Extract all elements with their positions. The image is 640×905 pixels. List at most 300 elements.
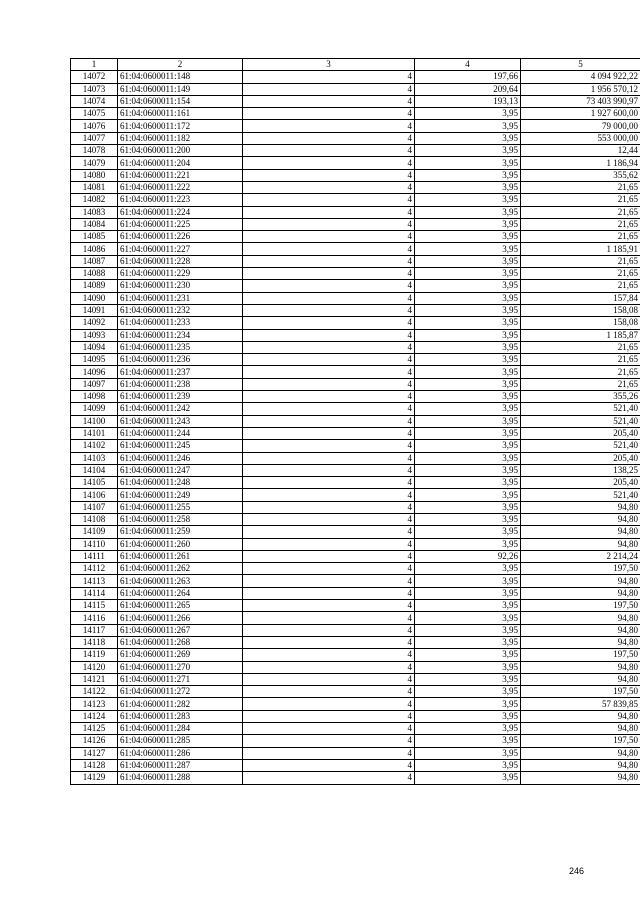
amount-cell: 94,80: [521, 673, 640, 685]
cadastral-number-cell: 61:04:0600011:286: [118, 747, 243, 759]
column-header-3: 3: [243, 59, 415, 71]
cadastral-number-cell: 61:04:0600011:161: [118, 108, 243, 120]
code-cell: 4: [243, 194, 415, 206]
rate-cell: 3,95: [415, 354, 521, 366]
cadastral-number-cell: 61:04:0600011:283: [118, 710, 243, 722]
amount-cell: 21,65: [521, 218, 640, 230]
cadastral-number-cell: 61:04:0600011:228: [118, 255, 243, 267]
table-row: [71, 563, 640, 575]
table-row: [71, 649, 640, 661]
rate-cell: 3,95: [415, 575, 521, 587]
amount-cell: 553 000,00: [521, 132, 640, 144]
rate-cell: 3,95: [415, 747, 521, 759]
amount-cell: 521,40: [521, 403, 640, 415]
code-cell: 4: [243, 759, 415, 771]
rate-cell: 3,95: [415, 661, 521, 673]
amount-cell: 205,40: [521, 452, 640, 464]
table-row: [71, 600, 640, 612]
code-cell: 4: [243, 341, 415, 353]
amount-cell: 158,08: [521, 304, 640, 316]
cadastral-number-cell: 61:04:0600011:225: [118, 218, 243, 230]
code-cell: 4: [243, 563, 415, 575]
cadastral-number-cell: 61:04:0600011:255: [118, 501, 243, 513]
table-row: [71, 181, 640, 193]
code-cell: 4: [243, 661, 415, 673]
amount-cell: 94,80: [521, 772, 640, 784]
code-cell: 4: [243, 427, 415, 439]
row-number-cell: 14077: [71, 132, 118, 144]
cadastral-number-cell: 61:04:0600011:229: [118, 268, 243, 280]
code-cell: 4: [243, 317, 415, 329]
row-number-cell: 14078: [71, 145, 118, 157]
table-row: [71, 636, 640, 648]
rate-cell: 3,95: [415, 600, 521, 612]
row-number-cell: 14105: [71, 477, 118, 489]
row-number-cell: 14128: [71, 759, 118, 771]
code-cell: 4: [243, 636, 415, 648]
table-header-row: [71, 59, 640, 71]
rate-cell: 3,95: [415, 194, 521, 206]
cadastral-number-cell: 61:04:0600011:232: [118, 304, 243, 316]
table-row: [71, 231, 640, 243]
rate-cell: 3,95: [415, 415, 521, 427]
amount-cell: 94,80: [521, 587, 640, 599]
amount-cell: 521,40: [521, 415, 640, 427]
code-cell: 4: [243, 587, 415, 599]
rate-cell: 3,95: [415, 255, 521, 267]
table-row: [71, 108, 640, 120]
cadastral-number-cell: 61:04:0600011:270: [118, 661, 243, 673]
table-row: [71, 292, 640, 304]
cadastral-number-cell: 61:04:0600011:261: [118, 550, 243, 562]
rate-cell: 3,95: [415, 403, 521, 415]
code-cell: 4: [243, 440, 415, 452]
row-number-cell: 14102: [71, 440, 118, 452]
column-header-5: 5: [521, 59, 640, 71]
rate-cell: 3,95: [415, 304, 521, 316]
row-number-cell: 14103: [71, 452, 118, 464]
amount-cell: 521,40: [521, 440, 640, 452]
cadastral-number-cell: 61:04:0600011:204: [118, 157, 243, 169]
cadastral-number-cell: 61:04:0600011:239: [118, 391, 243, 403]
amount-cell: 21,65: [521, 341, 640, 353]
rate-cell: 3,95: [415, 440, 521, 452]
rate-cell: 3,95: [415, 735, 521, 747]
rate-cell: 3,95: [415, 723, 521, 735]
code-cell: 4: [243, 526, 415, 538]
rate-cell: 3,95: [415, 538, 521, 550]
table-row: [71, 440, 640, 452]
row-number-cell: 14125: [71, 723, 118, 735]
amount-cell: 21,65: [521, 255, 640, 267]
table-row: [71, 513, 640, 525]
cadastral-number-cell: 61:04:0600011:259: [118, 526, 243, 538]
rate-cell: 3,95: [415, 513, 521, 525]
rate-cell: 3,95: [415, 636, 521, 648]
page-number: 246: [568, 866, 584, 876]
row-number-cell: 14121: [71, 673, 118, 685]
code-cell: 4: [243, 255, 415, 267]
row-number-cell: 14074: [71, 95, 118, 107]
table-row: [71, 612, 640, 624]
row-number-cell: 14093: [71, 329, 118, 341]
table-row: [71, 686, 640, 698]
cadastral-number-cell: 61:04:0600011:247: [118, 464, 243, 476]
rate-cell: 3,95: [415, 280, 521, 292]
code-cell: 4: [243, 550, 415, 562]
table-row: [71, 452, 640, 464]
amount-cell: 94,80: [521, 501, 640, 513]
cadastral-number-cell: 61:04:0600011:249: [118, 489, 243, 501]
table-row: [71, 538, 640, 550]
table-row: [71, 329, 640, 341]
cadastral-number-cell: 61:04:0600011:148: [118, 71, 243, 83]
table-body: [71, 59, 640, 785]
amount-cell: 21,65: [521, 366, 640, 378]
amount-cell: 2 214,24: [521, 550, 640, 562]
row-number-cell: 14113: [71, 575, 118, 587]
amount-cell: 21,65: [521, 194, 640, 206]
row-number-cell: 14098: [71, 391, 118, 403]
code-cell: 4: [243, 673, 415, 685]
cadastral-number-cell: 61:04:0600011:266: [118, 612, 243, 624]
column-header-2: 2: [118, 59, 243, 71]
column-header-4: 4: [415, 59, 521, 71]
amount-cell: 21,65: [521, 231, 640, 243]
row-number-cell: 14111: [71, 550, 118, 562]
table-row: [71, 477, 640, 489]
table-row: [71, 132, 640, 144]
amount-cell: 205,40: [521, 477, 640, 489]
amount-cell: 355,62: [521, 169, 640, 181]
cadastral-number-cell: 61:04:0600011:263: [118, 575, 243, 587]
code-cell: 4: [243, 710, 415, 722]
table-row: [71, 403, 640, 415]
rate-cell: 92,26: [415, 550, 521, 562]
row-number-cell: 14123: [71, 698, 118, 710]
cadastral-number-cell: 61:04:0600011:246: [118, 452, 243, 464]
amount-cell: 57 839,85: [521, 698, 640, 710]
amount-cell: 1 185,91: [521, 243, 640, 255]
cadastral-number-cell: 61:04:0600011:149: [118, 83, 243, 95]
amount-cell: 1 186,94: [521, 157, 640, 169]
row-number-cell: 14095: [71, 354, 118, 366]
row-number-cell: 14129: [71, 772, 118, 784]
code-cell: 4: [243, 415, 415, 427]
table-row: [71, 489, 640, 501]
amount-cell: 94,80: [521, 612, 640, 624]
row-number-cell: 14117: [71, 624, 118, 636]
rate-cell: 3,95: [415, 489, 521, 501]
table-row: [71, 391, 640, 403]
table-row: [71, 354, 640, 366]
amount-cell: 1 927 600,00: [521, 108, 640, 120]
rate-cell: 3,95: [415, 169, 521, 181]
rate-cell: 3,95: [415, 268, 521, 280]
rate-cell: 3,95: [415, 698, 521, 710]
rate-cell: 3,95: [415, 710, 521, 722]
rate-cell: 3,95: [415, 329, 521, 341]
code-cell: 4: [243, 83, 415, 95]
code-cell: 4: [243, 391, 415, 403]
row-number-cell: 14092: [71, 317, 118, 329]
rate-cell: 3,95: [415, 427, 521, 439]
code-cell: 4: [243, 71, 415, 83]
code-cell: 4: [243, 329, 415, 341]
rate-cell: 3,95: [415, 317, 521, 329]
rate-cell: 3,95: [415, 366, 521, 378]
cadastral-number-cell: 61:04:0600011:154: [118, 95, 243, 107]
table-row: [71, 317, 640, 329]
row-number-cell: 14099: [71, 403, 118, 415]
code-cell: 4: [243, 243, 415, 255]
amount-cell: 158,08: [521, 317, 640, 329]
row-number-cell: 14097: [71, 378, 118, 390]
code-cell: 4: [243, 600, 415, 612]
table-row: [71, 415, 640, 427]
table-row: [71, 206, 640, 218]
amount-cell: 197,50: [521, 686, 640, 698]
cadastral-number-cell: 61:04:0600011:233: [118, 317, 243, 329]
row-number-cell: 14101: [71, 427, 118, 439]
code-cell: 4: [243, 280, 415, 292]
amount-cell: 4 094 922,22: [521, 71, 640, 83]
code-cell: 4: [243, 120, 415, 132]
amount-cell: 94,80: [521, 759, 640, 771]
amount-cell: 94,80: [521, 710, 640, 722]
row-number-cell: 14100: [71, 415, 118, 427]
row-number-cell: 14081: [71, 181, 118, 193]
table-row: [71, 710, 640, 722]
table-row: [71, 95, 640, 107]
table-row: [71, 673, 640, 685]
row-number-cell: 14096: [71, 366, 118, 378]
row-number-cell: 14089: [71, 280, 118, 292]
table-row: [71, 194, 640, 206]
amount-cell: 12,44: [521, 145, 640, 157]
rate-cell: 3,95: [415, 341, 521, 353]
amount-cell: 521,40: [521, 489, 640, 501]
table-row: [71, 464, 640, 476]
rate-cell: 3,95: [415, 218, 521, 230]
table-row: [71, 661, 640, 673]
cadastral-number-cell: 61:04:0600011:182: [118, 132, 243, 144]
code-cell: 4: [243, 157, 415, 169]
row-number-cell: 14119: [71, 649, 118, 661]
rate-cell: 3,95: [415, 157, 521, 169]
cadastral-number-cell: 61:04:0600011:235: [118, 341, 243, 353]
row-number-cell: 14090: [71, 292, 118, 304]
rate-cell: 3,95: [415, 649, 521, 661]
cadastral-number-cell: 61:04:0600011:231: [118, 292, 243, 304]
code-cell: 4: [243, 698, 415, 710]
row-number-cell: 14114: [71, 587, 118, 599]
rate-cell: 3,95: [415, 243, 521, 255]
cadastral-number-cell: 61:04:0600011:230: [118, 280, 243, 292]
cadastral-number-cell: 61:04:0600011:237: [118, 366, 243, 378]
cadastral-number-cell: 61:04:0600011:238: [118, 378, 243, 390]
rate-cell: 3,95: [415, 391, 521, 403]
column-header-1: 1: [71, 59, 118, 71]
cadastral-number-cell: 61:04:0600011:287: [118, 759, 243, 771]
rate-cell: 3,95: [415, 624, 521, 636]
table-row: [71, 624, 640, 636]
row-number-cell: 14124: [71, 710, 118, 722]
code-cell: 4: [243, 575, 415, 587]
rate-cell: 3,95: [415, 108, 521, 120]
amount-cell: 21,65: [521, 354, 640, 366]
cadastral-number-cell: 61:04:0600011:272: [118, 686, 243, 698]
cadastral-number-cell: 61:04:0600011:226: [118, 231, 243, 243]
row-number-cell: 14084: [71, 218, 118, 230]
code-cell: 4: [243, 501, 415, 513]
code-cell: 4: [243, 169, 415, 181]
cadastral-number-cell: 61:04:0600011:221: [118, 169, 243, 181]
row-number-cell: 14082: [71, 194, 118, 206]
row-number-cell: 14104: [71, 464, 118, 476]
amount-cell: 197,50: [521, 600, 640, 612]
amount-cell: 1 185,87: [521, 329, 640, 341]
cadastral-number-cell: 61:04:0600011:234: [118, 329, 243, 341]
cadastral-number-cell: 61:04:0600011:223: [118, 194, 243, 206]
table-row: [71, 501, 640, 513]
table-row: [71, 243, 640, 255]
amount-cell: 1 956 570,12: [521, 83, 640, 95]
code-cell: 4: [243, 132, 415, 144]
code-cell: 4: [243, 268, 415, 280]
amount-cell: 21,65: [521, 206, 640, 218]
amount-cell: 355,26: [521, 391, 640, 403]
amount-cell: 94,80: [521, 513, 640, 525]
cadastral-number-cell: 61:04:0600011:244: [118, 427, 243, 439]
amount-cell: 197,50: [521, 649, 640, 661]
table-row: [71, 747, 640, 759]
table-row: [71, 268, 640, 280]
cadastral-number-cell: 61:04:0600011:243: [118, 415, 243, 427]
cadastral-number-cell: 61:04:0600011:258: [118, 513, 243, 525]
code-cell: 4: [243, 403, 415, 415]
cadastral-number-cell: 61:04:0600011:260: [118, 538, 243, 550]
amount-cell: 94,80: [521, 747, 640, 759]
row-number-cell: 14106: [71, 489, 118, 501]
table-row: [71, 169, 640, 181]
row-number-cell: 14079: [71, 157, 118, 169]
code-cell: 4: [243, 489, 415, 501]
rate-cell: 193,13: [415, 95, 521, 107]
rate-cell: 3,95: [415, 477, 521, 489]
table-row: [71, 341, 640, 353]
amount-cell: 21,65: [521, 378, 640, 390]
amount-cell: 157,84: [521, 292, 640, 304]
rate-cell: 3,95: [415, 563, 521, 575]
row-number-cell: 14126: [71, 735, 118, 747]
table-row: [71, 83, 640, 95]
table-row: [71, 550, 640, 562]
code-cell: 4: [243, 452, 415, 464]
table-row: [71, 759, 640, 771]
table-row: [71, 526, 640, 538]
cadastral-number-cell: 61:04:0600011:267: [118, 624, 243, 636]
code-cell: 4: [243, 747, 415, 759]
rate-cell: 3,95: [415, 772, 521, 784]
amount-cell: 205,40: [521, 427, 640, 439]
rate-cell: 3,95: [415, 231, 521, 243]
code-cell: 4: [243, 304, 415, 316]
code-cell: 4: [243, 145, 415, 157]
data-table: [70, 58, 640, 785]
cadastral-number-cell: 61:04:0600011:200: [118, 145, 243, 157]
amount-cell: 94,80: [521, 575, 640, 587]
row-number-cell: 14091: [71, 304, 118, 316]
row-number-cell: 14118: [71, 636, 118, 648]
cadastral-number-cell: 61:04:0600011:264: [118, 587, 243, 599]
table-row: [71, 735, 640, 747]
amount-cell: 94,80: [521, 636, 640, 648]
row-number-cell: 14075: [71, 108, 118, 120]
cadastral-number-cell: 61:04:0600011:268: [118, 636, 243, 648]
code-cell: 4: [243, 95, 415, 107]
row-number-cell: 14109: [71, 526, 118, 538]
table-row: [71, 218, 640, 230]
cadastral-number-cell: 61:04:0600011:172: [118, 120, 243, 132]
rate-cell: 3,95: [415, 292, 521, 304]
row-number-cell: 14110: [71, 538, 118, 550]
cadastral-number-cell: 61:04:0600011:242: [118, 403, 243, 415]
amount-cell: 79 000,00: [521, 120, 640, 132]
table-row: [71, 698, 640, 710]
cadastral-number-cell: 61:04:0600011:284: [118, 723, 243, 735]
cadastral-number-cell: 61:04:0600011:262: [118, 563, 243, 575]
code-cell: 4: [243, 538, 415, 550]
cadastral-number-cell: 61:04:0600011:224: [118, 206, 243, 218]
row-number-cell: 14094: [71, 341, 118, 353]
cadastral-number-cell: 61:04:0600011:288: [118, 772, 243, 784]
rate-cell: 3,95: [415, 501, 521, 513]
row-number-cell: 14127: [71, 747, 118, 759]
row-number-cell: 14108: [71, 513, 118, 525]
code-cell: 4: [243, 354, 415, 366]
amount-cell: 94,80: [521, 526, 640, 538]
code-cell: 4: [243, 206, 415, 218]
amount-cell: 197,50: [521, 735, 640, 747]
row-number-cell: 14088: [71, 268, 118, 280]
rate-cell: 3,95: [415, 120, 521, 132]
amount-cell: 94,80: [521, 538, 640, 550]
table-row: [71, 587, 640, 599]
table-row: [71, 772, 640, 784]
rate-cell: 3,95: [415, 686, 521, 698]
row-number-cell: 14116: [71, 612, 118, 624]
code-cell: 4: [243, 108, 415, 120]
row-number-cell: 14073: [71, 83, 118, 95]
cadastral-number-cell: 61:04:0600011:236: [118, 354, 243, 366]
table-row: [71, 157, 640, 169]
code-cell: 4: [243, 292, 415, 304]
code-cell: 4: [243, 231, 415, 243]
table-row: [71, 304, 640, 316]
amount-cell: 197,50: [521, 563, 640, 575]
cadastral-number-cell: 61:04:0600011:271: [118, 673, 243, 685]
code-cell: 4: [243, 735, 415, 747]
code-cell: 4: [243, 612, 415, 624]
rate-cell: 3,95: [415, 452, 521, 464]
amount-cell: 73 403 990,97: [521, 95, 640, 107]
amount-cell: 21,65: [521, 280, 640, 292]
row-number-cell: 14115: [71, 600, 118, 612]
code-cell: 4: [243, 218, 415, 230]
row-number-cell: 14086: [71, 243, 118, 255]
rate-cell: 3,95: [415, 759, 521, 771]
